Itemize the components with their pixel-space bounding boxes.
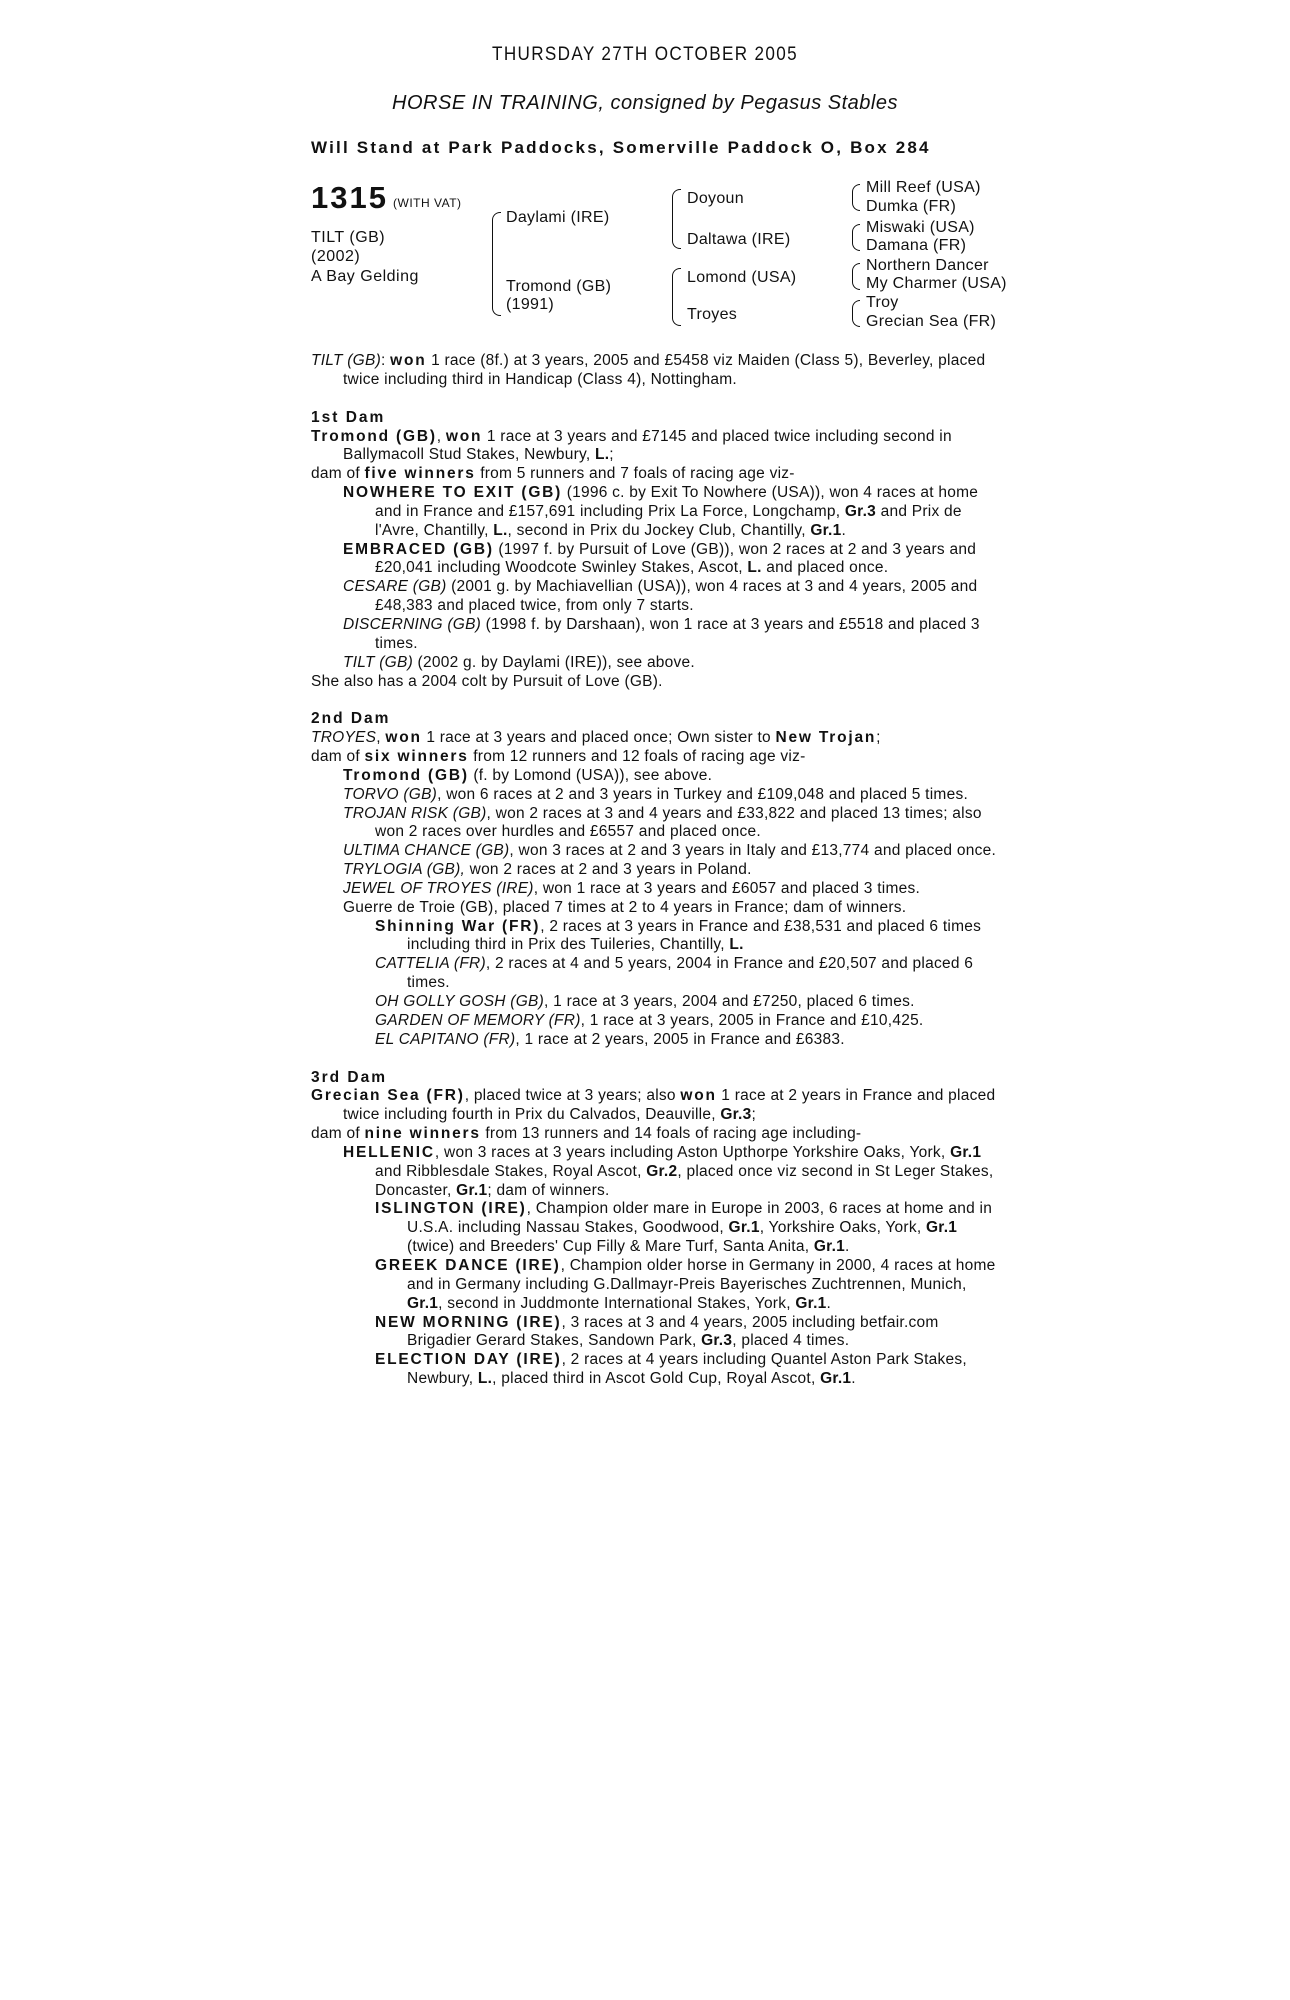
produce-entry: Guerre de Troie (GB), placed 7 times at 2 to 4 years in France; dam of winners. — [343, 898, 907, 916]
text-run: Gr.1 — [925, 1219, 958, 1237]
text-run: GREEK DANCE (IRE) — [375, 1256, 561, 1274]
text-run: L. — [493, 521, 508, 539]
text-run: . — [851, 1370, 856, 1388]
text-run: (twice) and Breeders' Cup Filly & Mare Turf, Santa Anita, — [407, 1238, 814, 1256]
text-run: , 2 races at 3 years in France and £38,531 and placed 6 times including third in Prix des Tuileries, Chantilly, — [407, 917, 982, 954]
pedigree-ancestor: Dumka (FR) — [866, 198, 957, 215]
text-run: , 2 races at 4 and 5 years, 2004 in France and £20,507 and placed 6 times. — [407, 955, 974, 992]
text-run: Gr.3 — [701, 1332, 733, 1350]
pedigree-ancestor: Miswaki (USA) — [866, 219, 975, 236]
text-run: , — [436, 427, 446, 445]
text-run: (1996 c. by Exit To Nowhere (USA)), won 4 races at home and in France and £157,691 including Prix La Force, Longchamp, — [375, 484, 979, 520]
produce-entry — [311, 578, 1001, 616]
pedigree-ancestor: Damana (FR) — [866, 237, 967, 254]
produce-entry — [311, 786, 1001, 805]
produce-entry — [311, 880, 1001, 899]
pedigree-sire-sire: Doyoun — [687, 190, 744, 207]
pedigree-ancestor: Mill Reef (USA) — [866, 179, 981, 196]
pedigree-ancestor: Grecian Sea (FR) — [866, 313, 997, 330]
text-run: : — [381, 352, 391, 369]
produce-entry — [311, 616, 1001, 654]
text-run: , Champion older horse in Germany in 2000, 4 races at home and in Germany including G.Dallmayr-Preis Bayerisches Zuchtrennen, Munich, — [407, 1256, 996, 1293]
grandproduce-entry — [311, 1351, 1001, 1389]
text-run: Gr.1 — [456, 1181, 488, 1199]
text-run: ; — [751, 1106, 757, 1124]
dam-entry — [311, 428, 1001, 466]
text-run: GARDEN OF MEMORY (FR) — [375, 1011, 581, 1029]
text-run: (2001 g. by Machiavellian (USA)), won 4 races at 3 and 4 years, 2005 and £48,383 and placed twice, from only 7 starts. — [375, 578, 978, 615]
text-run: . — [841, 521, 847, 539]
text-run: (2002 g. by Daylami (IRE)), see above. — [413, 653, 695, 671]
text-run: , won 3 races at 2 and 3 years in Italy and £13,774 and placed once. — [509, 842, 997, 860]
text-run: ; — [876, 729, 881, 747]
text-run: L. — [477, 1370, 493, 1388]
text-run: New Trojan — [775, 729, 877, 747]
grandproduce-entry — [311, 1031, 1001, 1050]
sale-date: THURSDAY 27TH OCTOBER 2005 — [492, 44, 798, 65]
text-run: , placed 4 times. — [732, 1332, 850, 1350]
text-run: TROYES — [311, 729, 377, 747]
text-run: ; dam of winners. — [487, 1181, 610, 1199]
text-run: 1 race (8f.) at 3 years, 2005 and £5458 viz Maiden (Class 5), Beverley, placed twice including third in Handicap (Class 4), Nottingham. — [343, 352, 986, 388]
text-run: EL CAPITANO (FR) — [375, 1030, 516, 1048]
text-run: won — [390, 352, 427, 369]
text-run: TILT (GB) — [343, 653, 413, 671]
text-run: ISLINGTON (IRE) — [375, 1200, 527, 1218]
section-heading-1st-dam: 1st Dam — [311, 408, 386, 426]
text-run: ULTIMA CHANCE (GB) — [343, 842, 510, 860]
pedigree-dam: Tromond (GB) — [506, 278, 612, 295]
horse-year: (2002) — [311, 248, 361, 265]
text-run: , — [376, 729, 386, 747]
text-run: , won 6 races at 2 and 3 years in Turkey and £109,048 and placed 5 times. — [437, 785, 969, 803]
spacer — [311, 390, 1001, 409]
pedigree-brace — [492, 212, 501, 259]
text-run: (1998 f. by Darshaan), won 1 race at 3 years and £5518 and placed 3 times. — [375, 615, 980, 652]
grandproduce-entry — [311, 1200, 1001, 1257]
text-run: , second in Prix du Jockey Club, Chantilly, — [507, 521, 811, 539]
text-run: Gr.1 — [407, 1294, 439, 1312]
produce-entry — [311, 1144, 1001, 1201]
text-run: Gr.2 — [646, 1162, 678, 1180]
text-run: Tromond (GB) — [311, 427, 437, 445]
spacer — [311, 1050, 1001, 1069]
text-run: 1 race at 2 years in France and placed twice including fourth in Prix du Calvados, Deauville, — [343, 1087, 996, 1124]
text-run: , placed third in Ascot Gold Cup, Royal Ascot, — [492, 1370, 821, 1388]
text-run: JEWEL OF TROYES (IRE) — [343, 879, 534, 897]
pedigree-sire: Daylami (IRE) — [506, 209, 610, 226]
produce-note: She also has a 2004 colt by Pursuit of Love (GB). — [311, 672, 663, 690]
text-run: TROJAN RISK (GB) — [343, 804, 487, 822]
text-run: won — [385, 729, 422, 747]
text-run: and Prix de l'Avre, Chantilly, — [375, 502, 962, 539]
race-record — [311, 352, 1001, 390]
text-run: , Yorkshire Oaks, York, — [759, 1219, 926, 1237]
text-run: Gr.3 — [844, 502, 877, 520]
text-run: , second in Juddmonte International Stakes, York, — [438, 1294, 796, 1312]
text-run: NOWHERE TO EXIT (GB) — [343, 484, 563, 502]
produce-summary — [311, 1125, 1001, 1144]
produce-summary — [311, 748, 1001, 767]
text-run: . — [826, 1294, 832, 1312]
text-run: Gr.1 — [950, 1143, 982, 1161]
dam-entry — [311, 729, 1001, 748]
horse-name: TILT (GB) — [311, 229, 386, 246]
dam-entry — [311, 1087, 1001, 1125]
text-run: NEW MORNING (IRE) — [375, 1313, 562, 1331]
text-run: OH GOLLY GOSH (GB) — [375, 993, 545, 1010]
text-run: (1997 f. by Pursuit of Love (GB)), won 2 races at 2 and 3 years and £20,041 including Woodcote Swinley Stakes, Ascot, — [375, 540, 977, 577]
text-run: Gr.1 — [813, 1238, 846, 1256]
text-run: won — [680, 1087, 717, 1105]
text-run: ELECTION DAY (IRE) — [375, 1351, 562, 1369]
text-run: TRYLOGIA (GB), — [343, 861, 466, 879]
text-run: , placed once viz second in St Leger Stakes, Doncaster, — [375, 1162, 994, 1199]
horse-description: A Bay Gelding — [311, 268, 419, 285]
text-run: L. — [595, 446, 610, 464]
produce-entry — [311, 861, 1001, 880]
text-run: (f. by Lomond (USA)), see above. — [468, 766, 713, 784]
text-run: , Champion older mare in Europe in 2003, 6 races at home and in U.S.A. including Nassau Stakes, Goodwood, — [407, 1200, 993, 1237]
text-run: HELLENIC — [343, 1143, 435, 1161]
text-run: L. — [729, 936, 744, 954]
text-run: ; — [609, 446, 614, 464]
text-run: , 1 race at 3 years, 2004 and £7250, placed 6 times. — [544, 993, 915, 1010]
text-run: dam of — [311, 748, 365, 766]
section-heading-3rd-dam: 3rd Dam — [311, 1068, 388, 1086]
pedigree-brace — [852, 263, 860, 290]
produce-entry — [311, 805, 1001, 843]
lot-number: 1315 — [311, 180, 388, 215]
text-run: CATTELIA (FR) — [375, 955, 486, 973]
pedigree-brace — [852, 184, 860, 211]
spacer — [311, 691, 1001, 710]
text-run: , won 2 races at 3 and 4 years and £33,822 and placed 13 times; also won 2 races over hurdles and £6557 and placed once. — [375, 804, 982, 841]
catalogue-text — [311, 352, 1001, 1389]
text-run: six winners — [364, 748, 469, 766]
pedigree-dam-year: (1991) — [506, 296, 555, 313]
text-run: L. — [747, 559, 762, 577]
text-run: and Ribblesdale Stakes, Royal Ascot, — [375, 1162, 647, 1180]
text-run: TORVO (GB) — [343, 785, 438, 803]
pedigree-dam-dam: Troyes — [687, 306, 738, 323]
grandproduce-entry — [311, 993, 1001, 1012]
grandproduce-entry — [311, 1314, 1001, 1352]
text-run: Gr.3 — [720, 1106, 752, 1124]
pedigree-ancestor: Northern Dancer — [866, 257, 989, 274]
pedigree-ancestor: Troy — [866, 294, 899, 311]
pedigree-brace — [852, 224, 860, 251]
text-run: Tromond (GB) — [343, 766, 469, 784]
text-run: , won 3 races at 3 years including Aston Upthorpe Yorkshire Oaks, York, — [434, 1143, 951, 1161]
produce-entry — [311, 767, 1001, 786]
text-run: dam of — [311, 465, 365, 483]
text-run: and placed once. — [761, 559, 889, 577]
text-run: Gr.1 — [795, 1294, 827, 1312]
pedigree-ancestor: My Charmer (USA) — [866, 275, 1007, 292]
consignor-line: HORSE IN TRAINING, consigned by Pegasus Stables — [392, 92, 898, 114]
pedigree-brace — [672, 189, 681, 249]
text-run: from 5 runners and 7 foals of racing age viz- — [475, 465, 795, 483]
stabling-location: Will Stand at Park Paddocks, Somerville Paddock O, Box 284 — [311, 138, 931, 157]
text-run: , 2 races at 4 years including Quantel Aston Park Stakes, Newbury, — [407, 1351, 967, 1388]
text-run: , placed twice at 3 years; also — [464, 1087, 681, 1105]
grandproduce-entry — [311, 918, 1001, 956]
section-heading-2nd-dam: 2nd Dam — [311, 710, 391, 728]
pedigree-brace — [852, 300, 860, 327]
vat-note: (WITH VAT) — [393, 196, 462, 210]
pedigree-brace — [492, 258, 501, 316]
text-run: from 12 runners and 12 foals of racing age viz- — [468, 748, 806, 766]
text-run: won 2 races at 2 and 3 years in Poland. — [465, 861, 752, 879]
text-run: , 1 race at 2 years, 2005 in France and £6383. — [515, 1030, 845, 1048]
produce-entry — [311, 541, 1001, 579]
text-run: EMBRACED (GB) — [343, 540, 494, 558]
text-run: won — [445, 427, 483, 445]
produce-entry — [311, 842, 1001, 861]
horse-name-ref: TILT (GB) — [311, 352, 381, 369]
text-run: , 1 race at 3 years, 2005 in France and £10,425. — [580, 1011, 924, 1029]
grandproduce-entry — [311, 1257, 1001, 1314]
pedigree-dam-sire: Lomond (USA) — [687, 269, 797, 286]
produce-summary — [311, 465, 1001, 484]
grandproduce-entry — [311, 1012, 1001, 1031]
text-run: . — [845, 1238, 850, 1256]
produce-entry — [311, 484, 1001, 541]
text-run: Grecian Sea (FR) — [311, 1087, 465, 1105]
text-run: Gr.1 — [820, 1370, 852, 1388]
pedigree-sire-dam: Daltawa (IRE) — [687, 231, 791, 248]
text-run: Gr.1 — [810, 521, 842, 539]
text-run: Shinning War (FR) — [375, 917, 541, 935]
pedigree-brace — [672, 268, 681, 326]
text-run: 1 race at 3 years and £7145 and placed twice including second in Ballymacoll Stud Stakes, Newbury, — [343, 427, 952, 464]
text-run: Gr.1 — [728, 1219, 760, 1237]
grandproduce-entry — [311, 955, 1001, 993]
text-run: dam of — [311, 1125, 365, 1143]
text-run: DISCERNING (GB) — [343, 615, 482, 633]
text-run: from 13 runners and 14 foals of racing age including- — [480, 1125, 862, 1143]
text-run: nine winners — [364, 1125, 481, 1143]
text-run: CESARE (GB) — [343, 578, 447, 596]
text-run: , 3 races at 3 and 4 years, 2005 including betfair.com Brigadier Gerard Stakes, Sandown Park, — [407, 1313, 939, 1350]
text-run: , won 1 race at 3 years and £6057 and placed 3 times. — [533, 879, 921, 897]
text-run: five winners — [364, 465, 476, 483]
text-run: 1 race at 3 years and placed once; Own sister to — [421, 729, 776, 747]
produce-entry — [311, 654, 1001, 673]
